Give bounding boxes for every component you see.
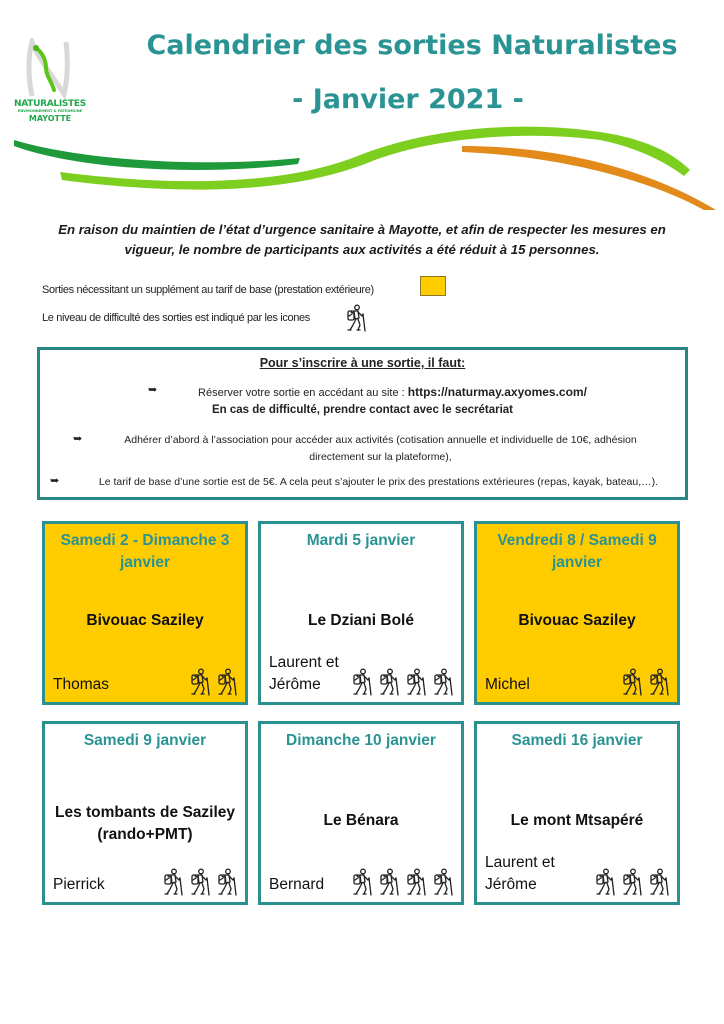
info-item-1-text: Réserver votre sortie en accédant au site : [198,387,408,399]
outing-card[interactable] [474,721,680,905]
page-subtitle: - Janvier 2021 - [292,84,524,115]
logo-line1: NATURALISTES [14,99,86,109]
logo-line2: ENVIRONNEMENT & PATRIMOINE [17,109,83,113]
outing-leader: Thomas [53,676,109,693]
hiker-icon [647,868,671,896]
outing-card[interactable] [42,721,248,905]
outing-leader: Laurent et Jérôme [269,654,339,693]
outing-name: Bivouac Saziley [518,612,636,629]
legend-supplement-text: Sorties nécessitant un supplément au tarif de base (prestation extérieure) [42,284,374,296]
outing-name: Le Dziani Bolé [308,612,414,629]
hiker-icon [620,868,644,896]
outing-leader: Bernard [269,876,325,893]
outing-name: Le Bénara [323,812,399,829]
hiker-icon [431,868,455,896]
info-item-2-line1: Adhérer d’abord à l’association pour accéder aux activités (cotisation annuelle et individuelle de 10€, adhésion [124,434,637,446]
outing-date: Samedi 2 - Dimanche 3 janvier [60,532,230,571]
outing-card[interactable] [42,521,248,705]
info-item-3: Le tarif de base d’une sortie est de 5€. A cela peut s’ajouter le prix des prestations extérieures (repas, kayak, bateau,…). [98,476,659,488]
hiker-icon [215,668,239,696]
difficulty-rating [620,668,671,696]
outing-card[interactable] [474,521,680,705]
legend-supplement-swatch [420,276,446,296]
info-item-1 [70,385,715,399]
arrow-icon: ➥ [50,475,60,487]
hiker-icon [188,868,212,896]
outing-date: Dimanche 10 janvier [286,732,436,749]
arrow-icon: ➥ [73,433,83,445]
logo-line3: MAYOTTE [28,113,72,123]
difficulty-rating [350,668,455,696]
outing-name: Les tombants de Saziley (rando+PMT) [54,804,236,843]
hiker-icon [377,668,401,696]
outing-name: Bivouac Saziley [86,612,204,629]
difficulty-rating [161,868,239,896]
info-title: Pour s’inscrire à une sortie, il faut: [259,356,466,370]
covid-notice: En raison du maintien de l’état d’urgence sanitaire à Mayotte, et afin de respecter les mesures en vigueur, le nombre de participants aux activités a été réduit à 15 personnes. [58,222,666,257]
hiker-icon [377,868,401,896]
hiker-icon [593,868,617,896]
info-item-2-line2: directement sur la plateforme), [309,451,452,463]
outing-date: Vendredi 8 / Samedi 9 janvier [497,532,657,571]
registration-info-box [37,347,688,500]
outing-name: Le mont Mtsapéré [510,812,644,829]
booking-link[interactable]: https://naturmay.axyomes.com/ [407,385,587,399]
page-title: Calendrier des sorties Naturalistes [146,30,678,61]
hiker-icon [350,868,374,896]
difficulty-rating [593,868,671,896]
hiker-icon [350,668,374,696]
outing-leader: Laurent et Jérôme [485,854,555,893]
hiker-icon [215,868,239,896]
outing-date: Mardi 5 janvier [306,532,416,549]
difficulty-rating [188,668,239,696]
difficulty-rating [350,868,455,896]
outing-leader: Pierrick [53,876,105,893]
hiker-icon [647,668,671,696]
outing-date: Samedi 16 janvier [511,732,643,749]
hiker-icon [404,868,428,896]
hiker-icon [344,304,368,332]
hiker-icon [188,668,212,696]
outing-card[interactable] [258,521,464,705]
arrow-icon: ➥ [148,384,158,396]
outing-date: Samedi 9 janvier [83,732,207,749]
hiker-icon [404,668,428,696]
hiker-icon [431,668,455,696]
outing-card[interactable] [258,721,464,905]
hiker-icon [620,668,644,696]
hiker-icon [161,868,185,896]
decorative-swoosh [0,110,724,210]
info-item-1-sub: En cas de difficulté, prendre contact avec le secrétariat [211,404,514,416]
outing-leader: Michel [485,676,530,693]
legend-difficulty-text: Le niveau de difficulté des sorties est indiqué par les icones [42,312,310,324]
